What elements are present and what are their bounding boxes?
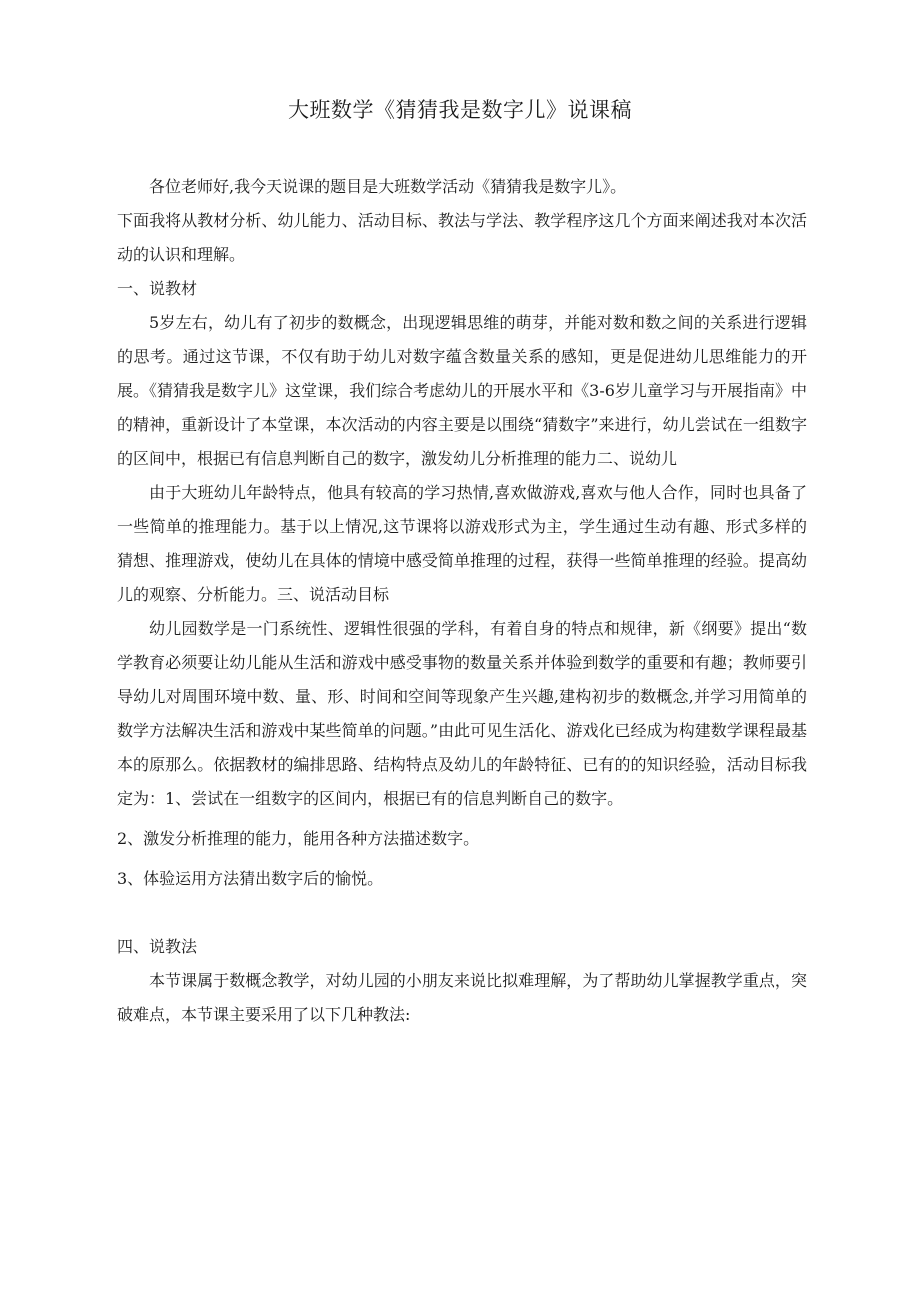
paragraph-children: 由于大班幼儿年龄特点，他具有较高的学习热情,喜欢做游戏,喜欢与他人合作，同时也具备了一些简单的推理能力。基于以上情况,这节课将以游戏形式为主，学生通过生动有趣、形式多样的猜想、推理游戏，使幼儿在具体的情境中感受简单推理的过程，获得一些简单推理的经验。提高幼儿的观察、分析能力。三、说活动目标 xyxy=(117,483,807,604)
section-heading-textbook: 一、说教材 xyxy=(117,279,198,298)
document-title: 大班数学《猜猜我是数字儿》说课稿 xyxy=(288,98,632,122)
paragraph-textbook: 5岁左右，幼儿有了初步的数概念，出现逻辑思维的萌芽，并能对数和数之间的关系进行逻辑的思考。通过这节课，不仅有助于幼儿对数字蕴含数量关系的感知，更是促进幼儿思维能力的开展。《猜猜我是数字儿》这堂课，我们综合考虑幼儿的开展水平和《3-6岁儿童学习与开展指南》中的精神，重新设计了本堂课，本次活动的内容主要是以围绕“猜数字”来进行，幼儿尝试在一组数字的区间中，根据已有信息判断自己的数字，激发幼儿分析推理的能力二、说幼儿 xyxy=(117,313,807,468)
paragraph-goal-2: 2、激发分析推理的能力，能用各种方法描述数字。 xyxy=(117,829,480,848)
section-heading-methods: 四、说教法 xyxy=(117,937,198,956)
paragraph-goal-3: 3、体验运用方法猜出数字后的愉悦。 xyxy=(117,869,384,888)
paragraph-overview: 下面我将从教材分析、幼儿能力、活动目标、教法与学法、教学程序这几个方面来阐述我对本次活动的认识和理解。 xyxy=(117,211,807,264)
paragraph-greeting: 各位老师好,我今天说课的题目是大班数学活动《猜猜我是数字儿》。 xyxy=(149,177,627,196)
paragraph-methods: 本节课属于数概念教学，对幼儿园的小朋友来说比拟难理解，为了帮助幼儿掌握教学重点，突破难点，本节课主要采用了以下几种教法: xyxy=(117,971,807,1024)
document-body xyxy=(117,170,807,1032)
paragraph-goals: 幼儿园数学是一门系统性、逻辑性很强的学科，有着自身的特点和规律，新《纲要》提出“数学教育必须要让幼儿能从生活和游戏中感受事物的数量关系并体验到数学的重要和有趣；教师要引导幼儿对周围环境中数、量、形、时间和空间等现象产生兴趣,建构初步的数概念,并学习用简单的数学方法解决生活和游戏中某些简单的问题。”由此可见生活化、游戏化已经成为构建数学课程最基本的原那么。依据教材的编排思路、结构特点及幼儿的年龄特征、已有的的知识经验，活动目标我定为：1、尝试在一组数字的区间内，根据已有的信息判断自己的数字。 xyxy=(117,619,807,808)
